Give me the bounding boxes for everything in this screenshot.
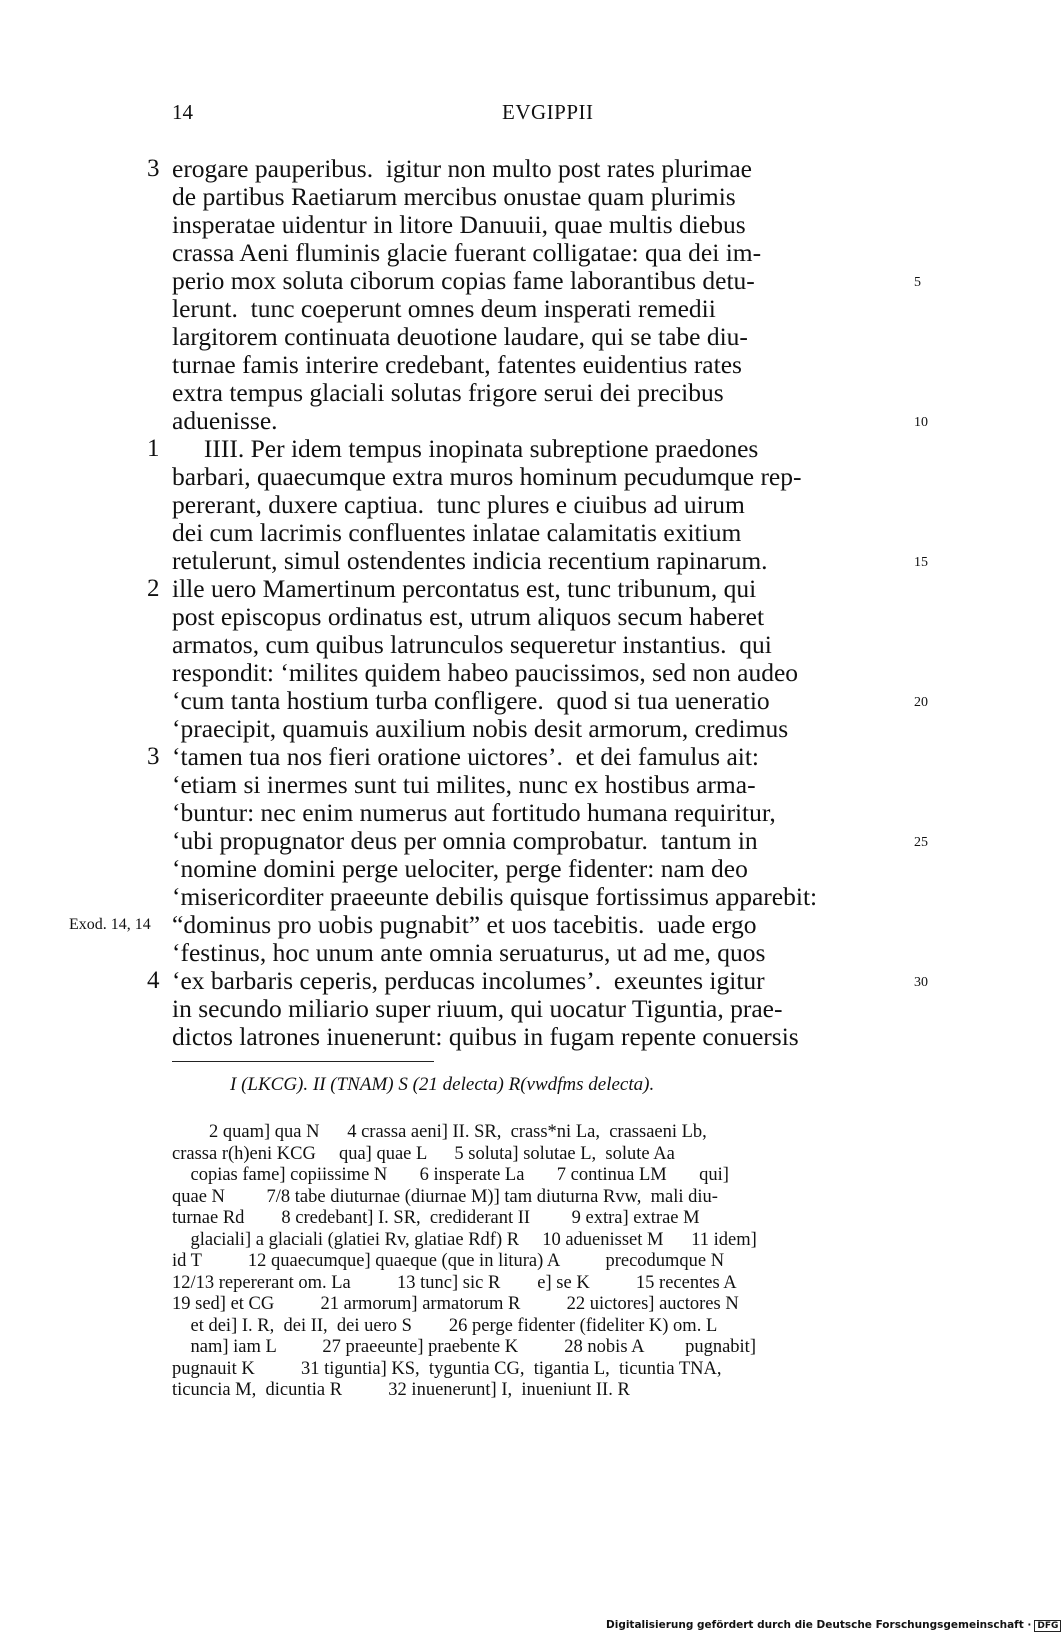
text-line: [172, 351, 904, 379]
text-line: [172, 631, 904, 659]
text-line-content: extra tempus glaciali solutas frigore serui dei precibus: [172, 378, 724, 407]
text-line: [172, 239, 904, 267]
section-number: 3: [147, 743, 160, 770]
apparatus-line: et dei] I. R, dei II, dei uero S 26 perge fidenter (fideliter K) om. L: [172, 1315, 718, 1336]
apparatus-line: ticuncia M, dicuntia R 32 inuenerunt] I, inueniunt II. R: [172, 1380, 630, 1400]
text-line: [69, 910, 904, 939]
text-line-content: ille uero Mamertinum percontatus est, tunc tribunum, qui: [172, 574, 757, 603]
apparatus-line: id T 12 quaecumque] quaeque (que in litura) A precodumque N: [172, 1251, 725, 1271]
text-line-content: armatos, cum quibus latrunculos sequeretur instantius. qui: [172, 630, 772, 659]
text-line: [172, 546, 928, 575]
text-line-content: ‘buntur: nec enim numerus aut fortitudo humana requiritur,: [172, 798, 776, 827]
text-line: [172, 826, 928, 855]
text-line: [147, 966, 928, 995]
running-head: EVGIPPII: [502, 100, 594, 124]
text-line: [172, 266, 921, 295]
text-line: [172, 686, 928, 715]
line-number: 30: [914, 975, 928, 990]
text-line: [172, 1023, 904, 1051]
text-line-content: insperatae uidentur in litore Danuuii, quae multis diebus: [172, 210, 746, 239]
text-line: [172, 995, 904, 1023]
footer-text: Digitalisierung gefördert durch die Deutsche Forschungsgemeinschaft ·: [606, 1619, 1032, 1631]
apparatus-line: turnae Rd 8 credebant] I. SR, crediderant II 9 extra] extrae M: [172, 1208, 700, 1228]
text-line-content: de partibus Raetiarum mercibus onustae quam plurimis: [172, 182, 736, 211]
text-line-content: in secundo miliario super riuum, qui uocatur Tiguntia, prae-: [172, 994, 783, 1023]
line-number: 5: [914, 275, 921, 290]
text-line: [147, 434, 904, 463]
text-line-content: ‘festinus, hoc unum ante omnia seruaturus, ut ad me, quos: [172, 938, 766, 967]
apparatus-line: copias fame] copiissime N 6 insperate La 7 continua LM qui]: [172, 1165, 729, 1185]
text-line-content: ‘etiam si inermes sunt tui milites, nunc ex hostibus arma-: [172, 770, 756, 799]
text-line-content: largitorem continuata deuotione laudare, qui se tabe diu-: [172, 322, 748, 351]
text-line-content: ‘praecipit, quamuis auxilium nobis desit armorum, credimus: [172, 714, 789, 743]
text-line-content: ‘cum tanta hostium turba confligere. quod si tua ueneratio: [172, 686, 770, 715]
text-line-content: perio mox soluta ciborum copias fame laborantibus detu-: [172, 266, 755, 295]
text-line: [172, 463, 904, 491]
line-number: 15: [914, 555, 928, 570]
text-line-content: retulerunt, simul ostendentes indicia recentium rapinarum.: [172, 546, 768, 575]
apparatus-line: 12/13 repererant om. La 13 tunc] sic R e] se K 15 recentes A: [172, 1272, 737, 1293]
text-line: [172, 519, 904, 547]
scripture-reference: Exod. 14, 14: [69, 916, 151, 933]
line-number: 10: [914, 415, 928, 430]
text-line-content: aduenisse.: [172, 406, 278, 435]
text-line: [147, 742, 904, 771]
section-number: 2: [147, 575, 160, 602]
text-line-content: ‘nomine domini perge uelociter, perge fidenter: nam deo: [172, 854, 748, 883]
text-line: [147, 154, 904, 183]
text-line: [172, 883, 904, 911]
text-line-content: ‘ex barbaris ceperis, perducas incolumes’. exeuntes igitur: [172, 966, 765, 995]
text-line: [172, 295, 904, 323]
text-line-content: erogare pauperibus. igitur non multo post rates plurimae: [172, 154, 752, 183]
text-line-content: dei cum lacrimis confluentes inlatae calamitatis exitium: [172, 518, 742, 547]
section-number: 3: [147, 155, 160, 182]
apparatus-line: 19 sed] et CG 21 armorum] armatorum R 22 uictores] auctores N: [172, 1294, 739, 1314]
main-text: [69, 154, 928, 1051]
text-line-content: post episcopus ordinatus est, utrum aliquos secum haberet: [172, 602, 765, 631]
apparatus-line: nam] iam L 27 praeeunte] praebente K 28 nobis A pugnabit]: [172, 1337, 756, 1357]
text-line-content: barbari, quaecumque extra muros hominum pecudumque rep-: [172, 462, 802, 491]
text-line: [172, 659, 904, 687]
line-number: 25: [914, 835, 928, 850]
apparatus-line: 2 quam] qua N 4 crassa aeni] II. SR, crass*ni La, crassaeni Lb,: [172, 1122, 707, 1142]
line-number: 20: [914, 695, 928, 710]
text-line: [172, 406, 928, 435]
text-line-content: ‘tamen tua nos fieri oratione uictores’. et dei famulus ait:: [172, 742, 760, 771]
text-line-content: IIII. Per idem tempus inopinata subreptione praedones: [172, 434, 759, 463]
text-line: [172, 939, 904, 967]
text-line-content: ‘ubi propugnator deus per omnia comprobatur. tantum in: [172, 826, 758, 855]
manuscript-sigla: I (LKCG). II (TNAM) S (21 delecta) R(vwdfms delecta).: [230, 1074, 655, 1095]
text-line-content: dictos latrones inuenerunt: quibus in fugam repente conuersis: [172, 1022, 799, 1051]
text-line-content: turnae famis interire credebant, fatentes euidentius rates: [172, 350, 742, 379]
text-line: [172, 323, 904, 351]
separator-rule: [172, 1061, 434, 1062]
dfg-logo: DFG: [1034, 1620, 1061, 1632]
text-line: [172, 379, 904, 407]
text-line: [172, 799, 904, 827]
apparatus-line: pugnauit K 31 tiguntia] KS, tyguntia CG, tigantia L, ticuntia TNA,: [172, 1358, 722, 1379]
apparatus-line: crassa r(h)eni KCG qua] quae L 5 soluta] solutae L, solute Aa: [172, 1143, 675, 1164]
footer-credit: [606, 1619, 1061, 1632]
critical-apparatus: [172, 1122, 908, 1402]
section-number: 4: [147, 967, 160, 994]
apparatus-line: glaciali] a glaciali (glatiei Rv, glatiae Rdf) R 10 aduenisset M 11 idem]: [172, 1229, 757, 1250]
text-line-content: respondit: ‘milites quidem habeo paucissimos, sed non audeo: [172, 658, 799, 687]
section-number: 1: [147, 435, 160, 462]
text-line: [172, 603, 904, 631]
text-line: [172, 715, 904, 743]
text-line-content: ‘misericorditer praeeunte debilis quisque fortissimus apparebit:: [172, 882, 818, 911]
text-line: [147, 574, 904, 603]
text-line: [172, 855, 904, 883]
page-number: 14: [172, 100, 193, 124]
text-line-content: “dominus pro uobis pugnabit” et uos tacebitis. uade ergo: [172, 910, 757, 939]
apparatus-line: quae N 7/8 tabe diuturnae (diurnae M)] tam diuturna Rvw, mali diu-: [172, 1186, 718, 1207]
text-line-content: crassa Aeni fluminis glacie fuerant colligatae: qua dei im-: [172, 238, 762, 267]
text-line: [172, 491, 904, 519]
text-line-content: pererant, duxere captiua. tunc plures e ciuibus ad uirum: [172, 490, 745, 519]
text-line: [172, 183, 904, 211]
text-line: [172, 211, 904, 239]
text-line-content: lerunt. tunc coeperunt omnes deum insperati remedii: [172, 294, 716, 323]
page-header: [172, 100, 904, 130]
text-line: [172, 771, 904, 799]
